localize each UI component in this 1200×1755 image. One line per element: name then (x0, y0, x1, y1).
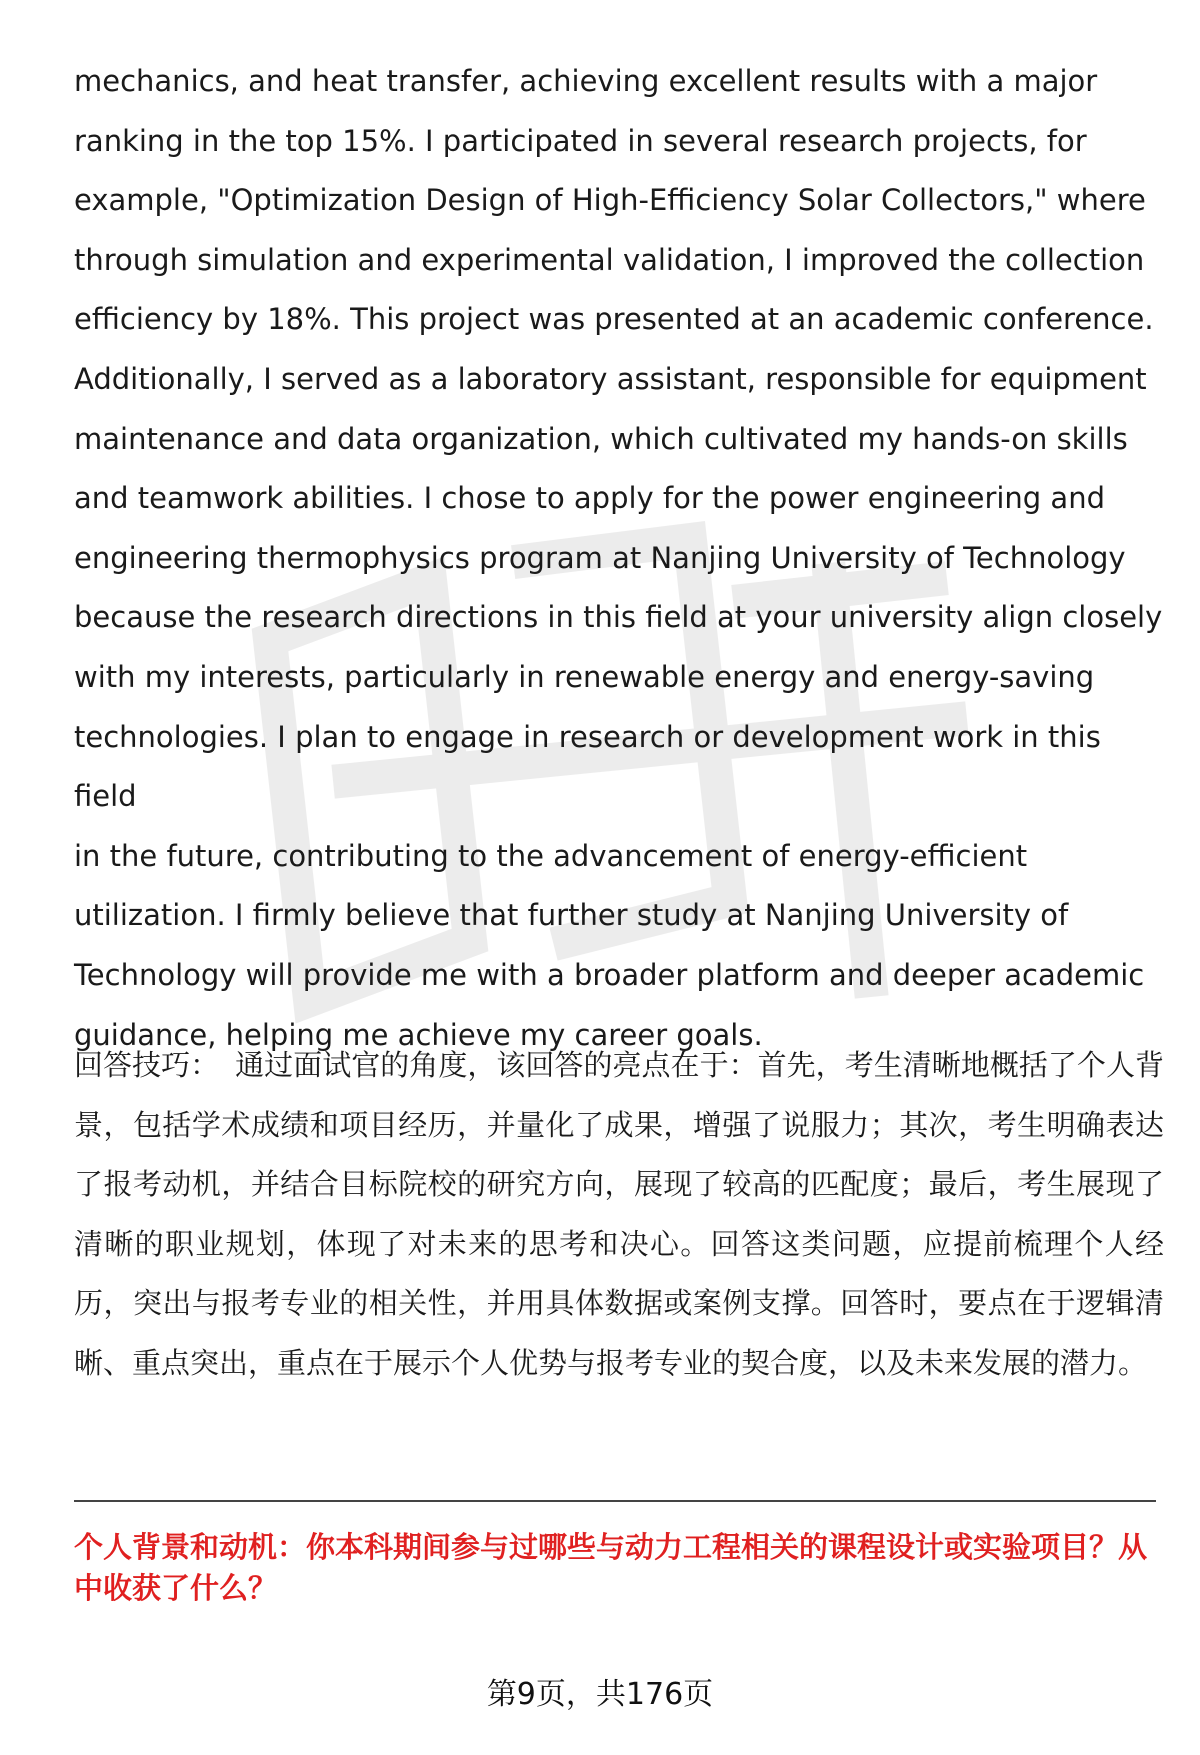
answer-line: and teamwork abilities. I chose to apply for the power engineering and (74, 481, 1105, 516)
answer-line: with my interests, particularly in renewable energy and energy-saving (74, 659, 1095, 694)
answer-line: guidance, helping me achieve my career goals. (74, 1017, 763, 1052)
answer-line: utilization. I firmly believe that further study at Nanjing University of (74, 898, 1069, 933)
answer-line: because the research directions in this field at your university align closely (74, 600, 1163, 635)
answer-line: example, "Optimization Design of High-Efficiency Solar Collectors," where (74, 183, 1146, 218)
tips-label: 回答技巧： (74, 1048, 220, 1082)
answer-line: ranking in the top 15%. I participated in several research projects, for (74, 123, 1087, 158)
answer-line: Technology will provide me with a broader platform and deeper academic (74, 957, 1145, 992)
answer-line: Additionally, I served as a laboratory assistant, responsible for equipment (74, 361, 1147, 396)
english-answer-paragraph (74, 52, 1164, 1065)
answer-tips-paragraph (74, 1036, 1164, 1393)
answer-line: maintenance and data organization, which cultivated my hands-on skills (74, 421, 1128, 456)
answer-line: technologies. I plan to engage in research or development work in this field (74, 719, 1101, 814)
page-number-footer: 第9页，共176页 (486, 1677, 714, 1712)
answer-line: mechanics, and heat transfer, achieving excellent results with a major (74, 64, 1098, 98)
next-question-heading: 个人背景和动机：你本科期间参与过哪些与动力工程相关的课程设计或实验项目？从中收获了什么？ (74, 1530, 1148, 1605)
tips-text: 通过面试官的角度，该回答的亮点在于：首先，考生清晰地概括了个人背景，包括学术成绩和项目经历，并量化了成果，增强了说服力；其次，考生明确表达了报考动机，并结合目标院校的研究方向，展现了较高的匹配度；最后，考生展现了清晰的职业规划，体现了对未来的思考和决心。回答这类问题，应提前梳理个人经历，突出与报考专业的相关性，并用具体数据或案例支撑。回答时，要点在于逻辑清晰、重点突出，重点在于展示个人优势与报考专业的契合度，以及未来发展的潜力。 (74, 1048, 1164, 1380)
answer-line: efficiency by 18%. This project was presented at an academic conference. (74, 302, 1154, 337)
answer-line: in the future, contributing to the advancement of energy-efficient (74, 838, 1028, 873)
answer-line: through simulation and experimental validation, I improved the collection (74, 242, 1145, 277)
section-divider (74, 1500, 1156, 1502)
answer-line: engineering thermophysics program at Nanjing University of Technology (74, 540, 1126, 575)
